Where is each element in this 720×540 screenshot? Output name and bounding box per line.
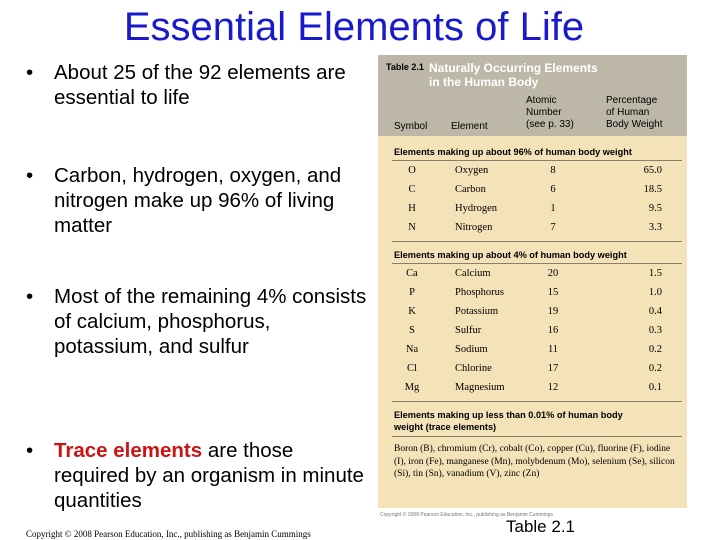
column-header-atomic	[526, 95, 574, 131]
bullet-text: Carbon, hydrogen, oxygen, and nitrogen make up 96% of living matter	[54, 164, 342, 237]
table-row	[378, 360, 687, 379]
cell-percentage: 1.0	[648, 287, 662, 298]
cell-percentage: 65.0	[643, 165, 662, 176]
cell-percentage: 0.4	[648, 306, 662, 317]
cell-symbol: S	[409, 325, 415, 336]
table-row	[378, 341, 687, 360]
bullet-item	[26, 438, 372, 513]
cell-element: Hydrogen	[455, 203, 497, 214]
cell-percentage: 0.2	[648, 363, 662, 374]
cell-element: Potassium	[455, 306, 499, 317]
cell-symbol: O	[408, 165, 416, 176]
cell-element: Sulfur	[455, 325, 482, 336]
cell-atomic-number: 6	[550, 184, 556, 195]
cell-atomic-number: 11	[547, 344, 559, 355]
column-header-line: Percentage	[606, 95, 658, 106]
cell-element: Carbon	[455, 184, 486, 195]
cell-symbol: Ca	[406, 268, 418, 279]
cell-atomic-number: 17	[547, 363, 559, 374]
table-row	[378, 322, 687, 341]
cell-element: Nitrogen	[455, 222, 493, 233]
bullet-text	[54, 438, 372, 513]
table-title	[429, 61, 679, 89]
cell-percentage: 18.5	[643, 184, 662, 195]
bullet-dot: •	[26, 439, 34, 462]
cell-symbol: C	[408, 184, 416, 195]
bullet-dot: •	[26, 61, 34, 84]
section-heading-line: Elements making up less than 0.01% of human body	[394, 410, 623, 420]
column-header-element: Element	[451, 121, 488, 132]
cell-atomic-number: 19	[547, 306, 559, 317]
bullet-item	[26, 163, 372, 238]
cell-atomic-number: 7	[550, 222, 556, 233]
cell-element: Magnesium	[455, 382, 505, 393]
trace-elements-list: Boron (B), chromium (Cr), cobalt (Co), copper (Cu), fluorine (F), iodine (I), iron (Fe), manganese (Mn), molybdenum (Mo), selenium (Se), silicon (Si), tin (Sn), vanadium (V), zinc (Zn)	[394, 444, 675, 479]
bullet-item	[26, 60, 372, 110]
table-row	[378, 200, 687, 219]
cell-percentage: 3.3	[648, 222, 662, 233]
cell-percentage: 9.5	[648, 203, 662, 214]
section-heading-line: weight (trace elements)	[394, 422, 497, 432]
bullet-text: Most of the remaining 4% consists of calcium, phosphorus, potassium, and sulfur	[54, 285, 367, 358]
section-divider	[392, 160, 682, 161]
column-header-line: Body Weight	[606, 119, 663, 130]
cell-percentage: 0.2	[648, 344, 662, 355]
section-heading-96: Elements making up about 96% of human body weight	[394, 147, 632, 157]
column-header-line: (see p. 33)	[526, 119, 574, 130]
cell-element: Sodium	[455, 344, 488, 355]
cell-atomic-number: 20	[547, 268, 559, 279]
trace-elements-highlight: Trace elements	[54, 439, 203, 462]
cell-element: Calcium	[455, 268, 491, 279]
section-divider	[392, 263, 682, 264]
section-heading-trace	[394, 409, 679, 433]
column-header-line: Number	[526, 107, 562, 118]
section-divider	[392, 241, 682, 242]
cell-atomic-number: 1	[550, 203, 556, 214]
cell-percentage: 0.1	[648, 382, 662, 393]
column-header-symbol: Symbol	[394, 121, 428, 132]
bullet-text-rest: are those required by an organism in minute quantities	[54, 439, 364, 512]
column-header-line: of Human	[606, 107, 650, 118]
bullet-dot: •	[26, 285, 34, 308]
table-credit: Copyright © 2008 Pearson Education, Inc., publishing as Benjamin Cummings	[380, 512, 553, 518]
table-number: Table 2.1	[386, 62, 424, 72]
cell-symbol: H	[408, 203, 416, 214]
section-divider	[392, 401, 682, 402]
cell-symbol: Mg	[404, 382, 420, 393]
cell-symbol: K	[408, 306, 416, 317]
column-header-percentage	[606, 95, 663, 131]
table-row	[378, 284, 687, 303]
bullet-text: About 25 of the 92 elements are essential to life	[54, 61, 346, 109]
table-row	[378, 265, 687, 284]
slide-title: Essential Elements of Life	[123, 5, 585, 49]
table-title-line: in the Human Body	[429, 75, 539, 89]
cell-atomic-number: 8	[550, 165, 556, 176]
bullet-item	[26, 284, 372, 359]
table-row	[378, 219, 687, 238]
table-header	[378, 55, 687, 136]
cell-atomic-number: 15	[547, 287, 559, 298]
table-row	[378, 181, 687, 200]
bullet-dot: •	[26, 164, 34, 187]
cell-element: Phosphorus	[455, 287, 505, 298]
section-divider	[392, 436, 682, 437]
table-caption: Table 2.1	[506, 517, 575, 536]
column-header-line: Atomic	[526, 95, 557, 106]
cell-atomic-number: 16	[547, 325, 559, 336]
cell-element: Chlorine	[455, 363, 492, 374]
section-heading-4: Elements making up about 4% of human body weight	[394, 250, 627, 260]
cell-symbol: P	[409, 287, 415, 298]
cell-symbol: Na	[405, 344, 419, 355]
cell-element: Oxygen	[455, 165, 489, 176]
cell-percentage: 0.3	[648, 325, 662, 336]
cell-percentage: 1.5	[648, 268, 662, 279]
table-row	[378, 303, 687, 322]
cell-symbol: N	[408, 222, 416, 233]
table-title-line: Naturally Occurring Elements	[429, 61, 598, 75]
cell-symbol: Cl	[407, 363, 417, 374]
table-row	[378, 162, 687, 181]
table-row	[378, 379, 687, 398]
cell-atomic-number: 12	[547, 382, 559, 393]
copyright-notice: Copyright © 2008 Pearson Education, Inc., publishing as Benjamin Cummings	[26, 529, 311, 539]
elements-table	[378, 55, 687, 518]
